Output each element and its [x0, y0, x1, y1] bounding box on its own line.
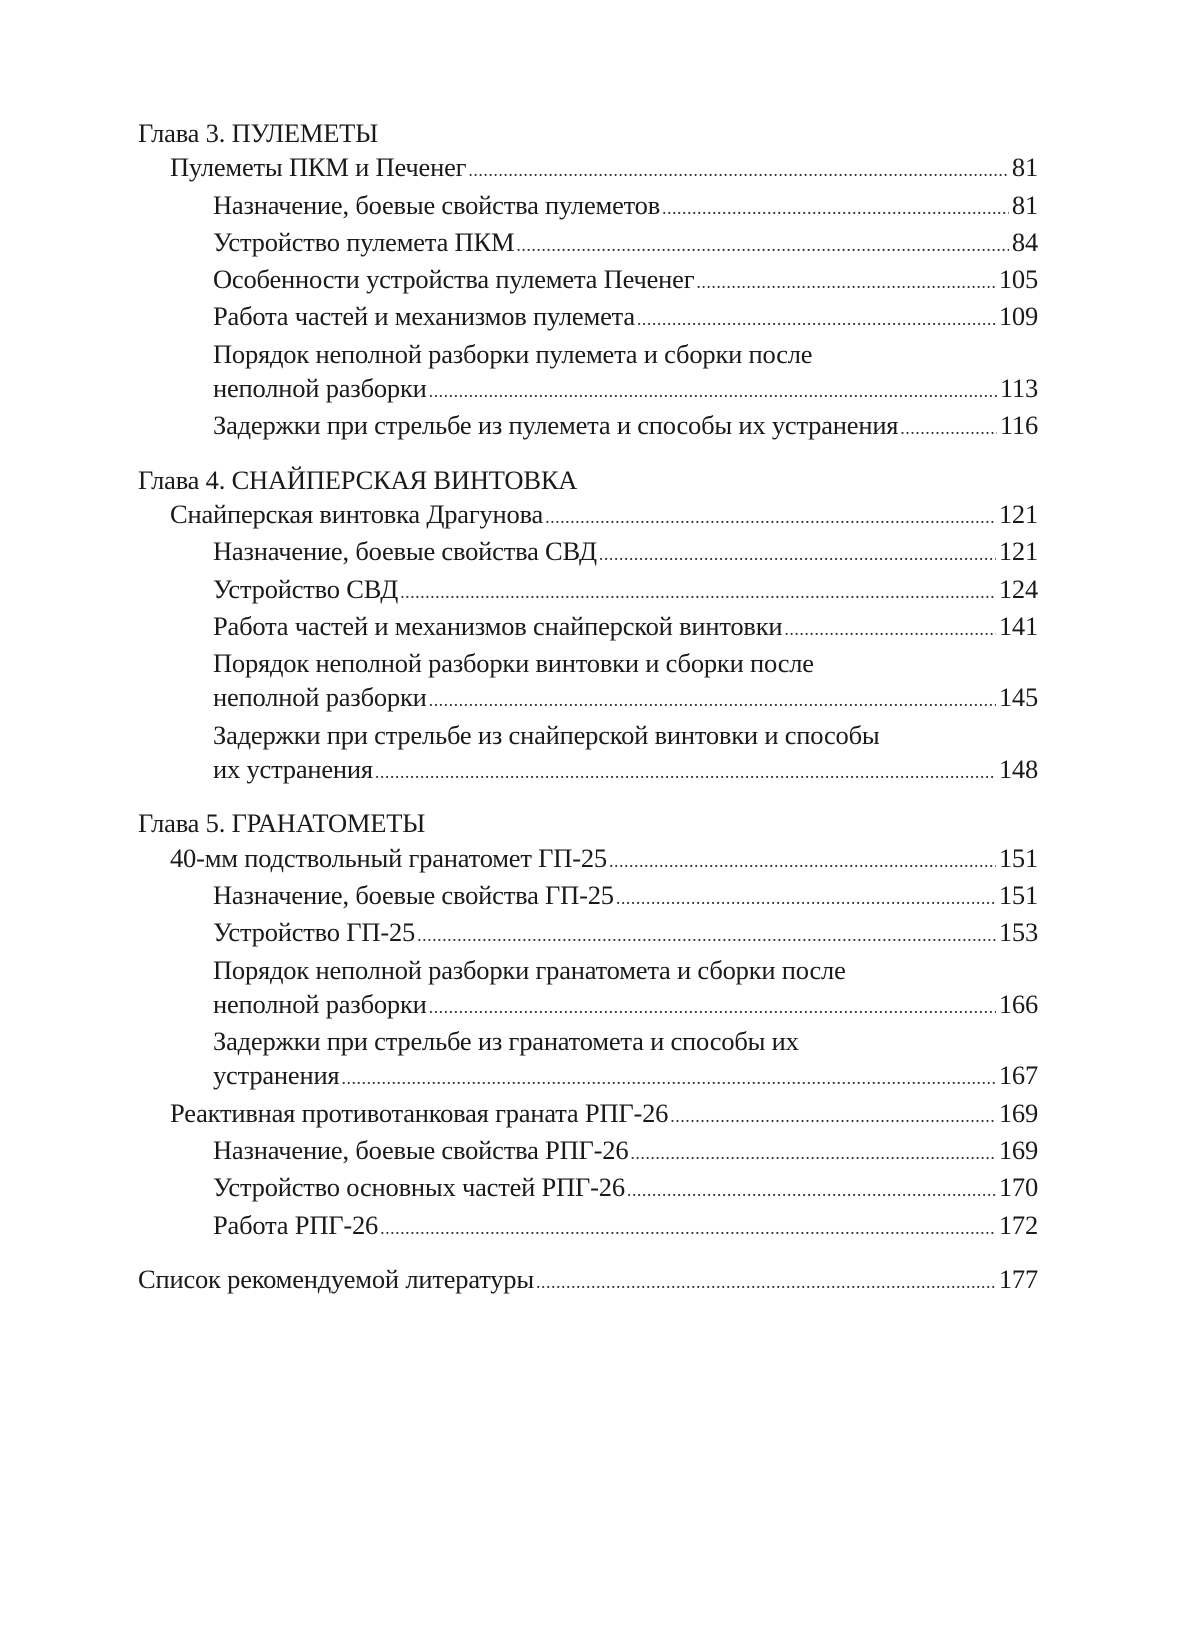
toc-page-number: 148	[998, 754, 1038, 785]
dot-leader	[429, 990, 996, 1024]
dot-leader	[630, 1136, 995, 1170]
toc-entry-row	[138, 1262, 1038, 1299]
toc-subsection-entry[interactable]	[138, 188, 1038, 225]
toc-entry-title: Задержки при стрельбе из пулемета и способы их устранения	[213, 410, 899, 441]
toc-entry-row	[213, 408, 1038, 445]
toc-entry-title: устранения	[213, 1060, 340, 1091]
toc-entry-title: Устройство основных частей РПГ-26	[213, 1172, 625, 1203]
toc-section-entry[interactable]	[138, 497, 1038, 534]
toc-entry-row	[213, 680, 1038, 717]
toc-entry-row	[213, 915, 1038, 952]
toc-entry-title: Устройство СВД	[213, 573, 399, 604]
toc-entry-row	[213, 299, 1038, 336]
toc-entry-title: Работа частей и механизмов снайперской винтовки	[213, 610, 783, 641]
toc-page-number: 145	[998, 682, 1038, 713]
toc-subsection-entry[interactable]	[138, 953, 1038, 1025]
toc-entry-row	[213, 878, 1038, 915]
dot-leader	[536, 1265, 996, 1299]
toc-page-number: 169	[998, 1097, 1038, 1128]
toc-page-number: 81	[1011, 152, 1038, 183]
toc-subsection-entry[interactable]	[138, 1208, 1038, 1245]
toc-entry-title-line: Порядок неполной разборки гранатомета и сборки после	[213, 954, 846, 985]
toc-subsection-entry[interactable]	[138, 878, 1038, 915]
toc-entry-row	[213, 188, 1038, 225]
toc-entry-row	[213, 371, 1038, 408]
toc-entry-title: Устройство пулемета ПКМ	[213, 226, 515, 257]
dot-leader	[468, 153, 1009, 187]
toc-page-number: 121	[998, 536, 1038, 567]
dot-leader	[341, 1061, 995, 1095]
toc-subsection-entry[interactable]	[138, 534, 1038, 571]
dot-leader	[599, 537, 996, 571]
toc-page-number: 151	[998, 879, 1038, 910]
toc-page-number: 166	[998, 988, 1038, 1019]
toc-subsection-entry[interactable]	[138, 609, 1038, 646]
dot-leader	[516, 228, 1009, 262]
toc-chapter	[138, 116, 1038, 446]
toc-page-number: 105	[998, 264, 1038, 295]
dot-leader	[609, 844, 996, 878]
toc-entry-row	[213, 752, 1038, 789]
dot-leader	[417, 918, 996, 952]
toc-entry-title: Назначение, боевые свойства ГП-25	[213, 879, 614, 910]
toc-entry-title-line: Порядок неполной разборки винтовки и сборки после	[213, 648, 814, 679]
toc-page-number: 170	[998, 1172, 1038, 1203]
toc-entry-row	[170, 497, 1038, 534]
toc-subsection-entry[interactable]	[138, 299, 1038, 336]
dot-leader	[627, 1173, 996, 1207]
toc-entry-title: Реактивная противотанковая граната РПГ-26	[170, 1097, 669, 1128]
toc-entry-title: неполной разборки	[213, 988, 427, 1019]
dot-leader	[375, 755, 996, 789]
chapter-title[interactable]: Глава 4. СНАЙПЕРСКАЯ ВИНТОВКА	[138, 464, 578, 495]
toc-subsection-entry[interactable]	[138, 915, 1038, 952]
toc-page-number: 113	[999, 373, 1038, 404]
toc-entry-row	[213, 987, 1038, 1024]
toc-section-entry[interactable]	[138, 1096, 1038, 1133]
toc-subsection-entry[interactable]	[138, 572, 1038, 609]
toc-subsection-entry[interactable]	[138, 225, 1038, 262]
toc-entry-row	[213, 262, 1038, 299]
toc-page-number: 141	[998, 610, 1038, 641]
toc-subsection-entry[interactable]	[138, 1024, 1038, 1096]
toc-entry-title: Снайперская винтовка Драгунова	[170, 498, 544, 529]
toc-subsection-entry[interactable]	[138, 337, 1038, 409]
chapter-title[interactable]: Глава 5. ГРАНАТОМЕТЫ	[138, 808, 426, 839]
dot-leader	[429, 683, 996, 717]
chapter-title[interactable]: Глава 3. ПУЛЕМЕТЫ	[138, 118, 379, 148]
toc-section-entry[interactable]	[138, 841, 1038, 878]
toc-entry-row	[213, 225, 1038, 262]
toc-page-number: 109	[998, 301, 1038, 332]
toc-entry-title: Работа РПГ-26	[213, 1209, 379, 1240]
toc-bibliography-entry[interactable]	[138, 1262, 1038, 1299]
dot-leader	[429, 374, 997, 408]
toc-subsection-entry[interactable]	[138, 1133, 1038, 1170]
toc-entry-row	[170, 1096, 1038, 1133]
toc-page-number: 81	[1011, 189, 1038, 220]
toc-chapter	[138, 806, 1038, 1245]
toc-subsection-entry[interactable]	[138, 262, 1038, 299]
toc-entry-row	[170, 841, 1038, 878]
toc-entry-title-line: Задержки при стрельбе из гранатомета и способы их	[213, 1026, 799, 1057]
dot-leader	[545, 500, 996, 534]
toc-entry-title: Устройство ГП-25	[213, 917, 416, 948]
toc-entry-title: Назначение, боевые свойства СВД	[213, 536, 597, 567]
table-of-contents	[138, 116, 1038, 1299]
toc-page-number: 172	[998, 1209, 1038, 1240]
toc-entry-title: Особенности устройства пулемета Печенег	[213, 264, 695, 295]
toc-page-number: 116	[999, 410, 1038, 441]
toc-page-number: 169	[998, 1135, 1038, 1166]
toc-entry-title: неполной разборки	[213, 373, 427, 404]
toc-entry-title: их устранения	[213, 754, 373, 785]
toc-page-number: 177	[998, 1263, 1038, 1294]
toc-entry-title: Пулеметы ПКМ и Печенег	[170, 152, 467, 183]
toc-entry-title-line: Задержки при стрельбе из снайперской винтовки и способы	[213, 719, 880, 750]
toc-page-number: 153	[998, 917, 1038, 948]
toc-page-number: 167	[998, 1060, 1038, 1091]
toc-entry-row	[170, 150, 1038, 187]
toc-entry-title: неполной разборки	[213, 682, 427, 713]
toc-page-number: 124	[998, 573, 1038, 604]
toc-entry-row	[213, 1208, 1038, 1245]
toc-entry-row	[213, 609, 1038, 646]
toc-entry-title: 40-мм подствольный гранатомет ГП-25	[170, 842, 607, 873]
dot-leader	[662, 191, 1009, 225]
toc-entry-title: Назначение, боевые свойства пулеметов	[213, 189, 661, 220]
toc-page-number: 84	[1011, 226, 1038, 257]
toc-entry-row	[213, 1058, 1038, 1095]
toc-entry-row	[213, 1133, 1038, 1170]
dot-leader	[637, 302, 996, 336]
dot-leader	[696, 265, 995, 299]
toc-entry-title: Работа частей и механизмов пулемета	[213, 301, 635, 332]
toc-section-entry[interactable]	[138, 150, 1038, 187]
toc-entry-row	[213, 572, 1038, 609]
toc-entry-title: Назначение, боевые свойства РПГ-26	[213, 1135, 629, 1166]
toc-page-number: 121	[998, 498, 1038, 529]
toc-page-number: 151	[998, 842, 1038, 873]
dot-leader	[670, 1099, 996, 1133]
toc-entry-row	[213, 534, 1038, 571]
toc-subsection-entry[interactable]	[138, 408, 1038, 445]
toc-subsection-entry[interactable]	[138, 646, 1038, 718]
toc-subsection-entry[interactable]	[138, 1170, 1038, 1207]
toc-entry-title: Список рекомендуемой литературы	[138, 1263, 534, 1294]
toc-subsection-entry[interactable]	[138, 718, 1038, 790]
dot-leader	[900, 411, 997, 445]
toc-entry-title-line: Порядок неполной разборки пулемета и сборки после	[213, 338, 813, 369]
dot-leader	[400, 575, 996, 609]
dot-leader	[380, 1211, 996, 1245]
toc-entry-row	[213, 1170, 1038, 1207]
dot-leader	[616, 881, 996, 915]
dot-leader	[784, 612, 995, 646]
toc-chapter	[138, 463, 1038, 790]
